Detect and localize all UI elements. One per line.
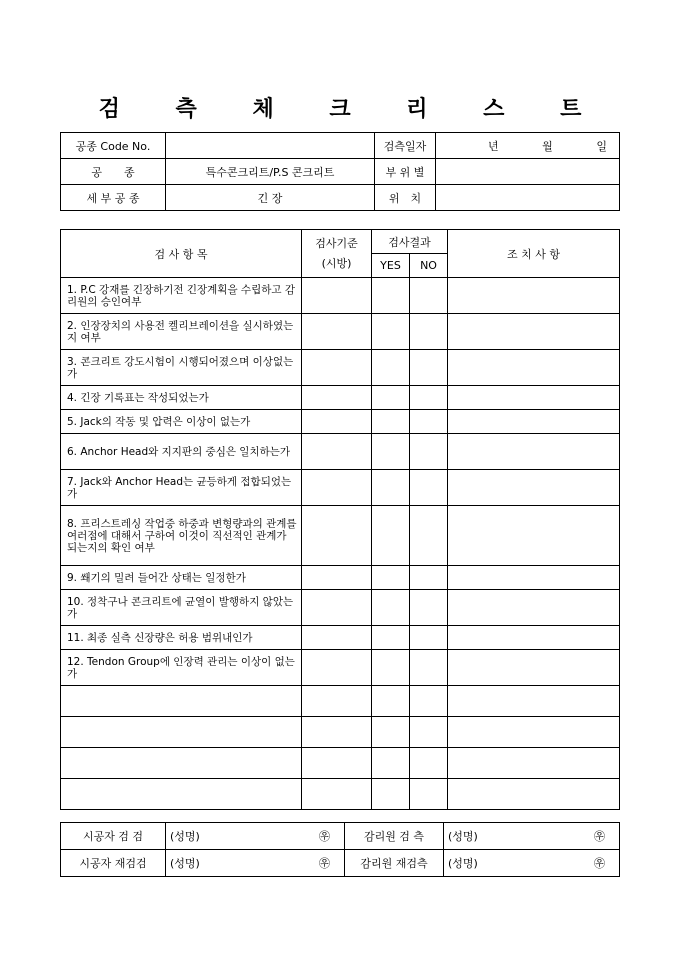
checklist-row — [61, 314, 620, 350]
yes-cell[interactable] — [372, 386, 410, 410]
standard-cell[interactable] — [302, 506, 372, 566]
checklist-row — [61, 506, 620, 566]
page-title: 검 측 체 크 리 스 트 — [98, 96, 606, 122]
action-cell[interactable] — [448, 386, 620, 410]
seal-icon: ㉾ — [594, 830, 605, 843]
no-cell[interactable] — [410, 278, 448, 314]
col-no-header: NO — [410, 254, 448, 278]
sub-work-label: 세 부 공 종 — [61, 185, 166, 211]
name-placeholder: (성명) — [170, 830, 200, 843]
standard-cell[interactable] — [302, 717, 372, 748]
sub-work-value[interactable]: 긴 장 — [166, 185, 375, 211]
location-value[interactable] — [436, 185, 620, 211]
yes-cell[interactable] — [372, 748, 410, 779]
contractor-inspect-sign[interactable] — [166, 823, 345, 850]
checklist-item-text: 7. Jack와 Anchor Head는 균등하게 접합되었는가 — [61, 470, 302, 506]
yes-cell[interactable] — [372, 779, 410, 810]
action-cell[interactable] — [448, 717, 620, 748]
checklist-items — [61, 278, 620, 810]
checklist-empty-row — [61, 686, 620, 717]
contractor-reinspect-label: 시공자 재검검 — [61, 850, 166, 877]
yes-cell[interactable] — [372, 434, 410, 470]
checklist-table — [60, 229, 620, 810]
standard-cell[interactable] — [302, 650, 372, 686]
standard-cell[interactable] — [302, 278, 372, 314]
seal-icon: ㉾ — [319, 830, 330, 843]
checklist-item-text: 6. Anchor Head와 지지판의 중심은 일치하는가 — [61, 434, 302, 470]
checklist-header-row — [61, 230, 620, 254]
checklist-empty-row — [61, 717, 620, 748]
standard-cell[interactable] — [302, 748, 372, 779]
checklist-row — [61, 410, 620, 434]
no-cell[interactable] — [410, 748, 448, 779]
standard-cell[interactable] — [302, 470, 372, 506]
checklist-item-text: 3. 콘크리트 강도시험이 시행되어졌으며 이상없는가 — [61, 350, 302, 386]
checklist-row — [61, 566, 620, 590]
standard-cell[interactable] — [302, 566, 372, 590]
checklist-row — [61, 434, 620, 470]
checklist-item-text — [61, 717, 302, 748]
checklist-item-text: 8. 프리스트레싱 작업중 하중과 변형량과의 관계를 여러점에 대해서 구하여 이것이 직선적인 관계가 되는지의 확인 여부 — [61, 506, 302, 566]
col-standard-header — [302, 230, 372, 278]
yes-cell[interactable] — [372, 410, 410, 434]
no-cell[interactable] — [410, 779, 448, 810]
name-placeholder: (성명) — [448, 830, 478, 843]
action-cell[interactable] — [448, 566, 620, 590]
standard-cell[interactable] — [302, 350, 372, 386]
no-cell[interactable] — [410, 350, 448, 386]
signature-row-2 — [61, 850, 620, 877]
yes-cell[interactable] — [372, 590, 410, 626]
inspection-date-value[interactable] — [436, 133, 620, 159]
checklist-item-text: 1. P.C 강재를 긴장하기전 긴장계획을 수립하고 감리원의 승인여부 — [61, 278, 302, 314]
col-standard-label: 검사기준 — [315, 236, 358, 250]
standard-cell[interactable] — [302, 314, 372, 350]
checklist-item-text — [61, 748, 302, 779]
contractor-reinspect-sign[interactable] — [166, 850, 345, 877]
no-cell[interactable] — [410, 686, 448, 717]
standard-cell[interactable] — [302, 626, 372, 650]
standard-cell[interactable] — [302, 410, 372, 434]
header-row-code — [61, 133, 620, 159]
standard-cell[interactable] — [302, 686, 372, 717]
col-yes-header: YES — [372, 254, 410, 278]
yes-cell[interactable] — [372, 650, 410, 686]
yes-cell[interactable] — [372, 566, 410, 590]
checklist-row — [61, 650, 620, 686]
action-cell[interactable] — [448, 470, 620, 506]
checklist-item-text: 11. 최종 실측 신장량은 허용 범위내인가 — [61, 626, 302, 650]
checklist-item-text: 4. 긴장 기록표는 작성되었는가 — [61, 386, 302, 410]
checklist-row — [61, 278, 620, 314]
date-day-label: 일 — [596, 139, 607, 153]
no-cell[interactable] — [410, 566, 448, 590]
action-cell[interactable] — [448, 626, 620, 650]
supervisor-reinspect-sign[interactable] — [444, 850, 620, 877]
checklist-item-text — [61, 686, 302, 717]
yes-cell[interactable] — [372, 350, 410, 386]
action-cell[interactable] — [448, 590, 620, 626]
checklist-row — [61, 470, 620, 506]
yes-cell[interactable] — [372, 506, 410, 566]
action-cell[interactable] — [448, 278, 620, 314]
yes-cell[interactable] — [372, 278, 410, 314]
date-month-label: 월 — [542, 139, 553, 153]
work-type-value[interactable]: 특수콘크리트/P.S 콘크리트 — [166, 159, 375, 185]
col-result-header: 검사결과 — [372, 230, 448, 254]
action-cell[interactable] — [448, 434, 620, 470]
seal-icon: ㉾ — [319, 857, 330, 870]
no-cell[interactable] — [410, 506, 448, 566]
action-cell[interactable] — [448, 314, 620, 350]
name-placeholder: (성명) — [170, 857, 200, 870]
checklist-empty-row — [61, 779, 620, 810]
standard-cell[interactable] — [302, 590, 372, 626]
checklist-item-text — [61, 779, 302, 810]
work-code-value[interactable] — [166, 133, 375, 159]
signature-row-1 — [61, 823, 620, 850]
standard-cell[interactable] — [302, 386, 372, 410]
no-cell[interactable] — [410, 410, 448, 434]
col-action-header: 조 치 사 항 — [448, 230, 620, 278]
standard-cell[interactable] — [302, 434, 372, 470]
no-cell[interactable] — [410, 626, 448, 650]
checklist-row — [61, 386, 620, 410]
action-cell[interactable] — [448, 686, 620, 717]
no-cell[interactable] — [410, 590, 448, 626]
supervisor-reinspect-label: 감리원 재검측 — [345, 850, 444, 877]
checklist-row — [61, 590, 620, 626]
action-cell[interactable] — [448, 748, 620, 779]
yes-cell[interactable] — [372, 626, 410, 650]
part-label: 부 위 별 — [375, 159, 436, 185]
yes-cell[interactable] — [372, 686, 410, 717]
standard-cell[interactable] — [302, 779, 372, 810]
checklist-row — [61, 626, 620, 650]
yes-cell[interactable] — [372, 717, 410, 748]
action-cell[interactable] — [448, 779, 620, 810]
checklist-row — [61, 350, 620, 386]
action-cell[interactable] — [448, 506, 620, 566]
date-year-label: 년 — [488, 139, 499, 153]
col-item-header: 검 사 항 목 — [61, 230, 302, 278]
part-value[interactable] — [436, 159, 620, 185]
checklist-item-text: 2. 인장장치의 사용전 켈리브레이션을 실시하였는지 여부 — [61, 314, 302, 350]
header-row-worktype — [61, 159, 620, 185]
checklist-item-text: 12. Tendon Group에 인장력 관리는 이상이 없는가 — [61, 650, 302, 686]
supervisor-inspect-label: 감리원 검 측 — [345, 823, 444, 850]
inspection-date-label: 검측일자 — [375, 133, 436, 159]
action-cell[interactable] — [448, 350, 620, 386]
supervisor-inspect-sign[interactable] — [444, 823, 620, 850]
yes-cell[interactable] — [372, 470, 410, 506]
contractor-inspect-label: 시공자 검 검 — [61, 823, 166, 850]
no-cell[interactable] — [410, 470, 448, 506]
signature-table — [60, 822, 620, 877]
checklist-item-text: 9. 쐐기의 밀려 들어간 상태는 일정한가 — [61, 566, 302, 590]
header-row-subwork — [61, 185, 620, 211]
seal-icon: ㉾ — [594, 857, 605, 870]
no-cell[interactable] — [410, 717, 448, 748]
no-cell[interactable] — [410, 386, 448, 410]
col-standard-sub-label: (시방) — [321, 256, 352, 270]
action-cell[interactable] — [448, 650, 620, 686]
name-placeholder: (성명) — [448, 857, 478, 870]
action-cell[interactable] — [448, 410, 620, 434]
location-label: 위 치 — [375, 185, 436, 211]
work-type-label: 공 종 — [61, 159, 166, 185]
checklist-empty-row — [61, 748, 620, 779]
checklist-item-text: 10. 정착구나 콘크리트에 균열이 발행하지 않았는가 — [61, 590, 302, 626]
yes-cell[interactable] — [372, 314, 410, 350]
no-cell[interactable] — [410, 650, 448, 686]
no-cell[interactable] — [410, 314, 448, 350]
no-cell[interactable] — [410, 434, 448, 470]
header-table — [60, 132, 620, 211]
checklist-item-text: 5. Jack의 작동 및 압력은 이상이 없는가 — [61, 410, 302, 434]
work-code-label: 공종 Code No. — [61, 133, 166, 159]
